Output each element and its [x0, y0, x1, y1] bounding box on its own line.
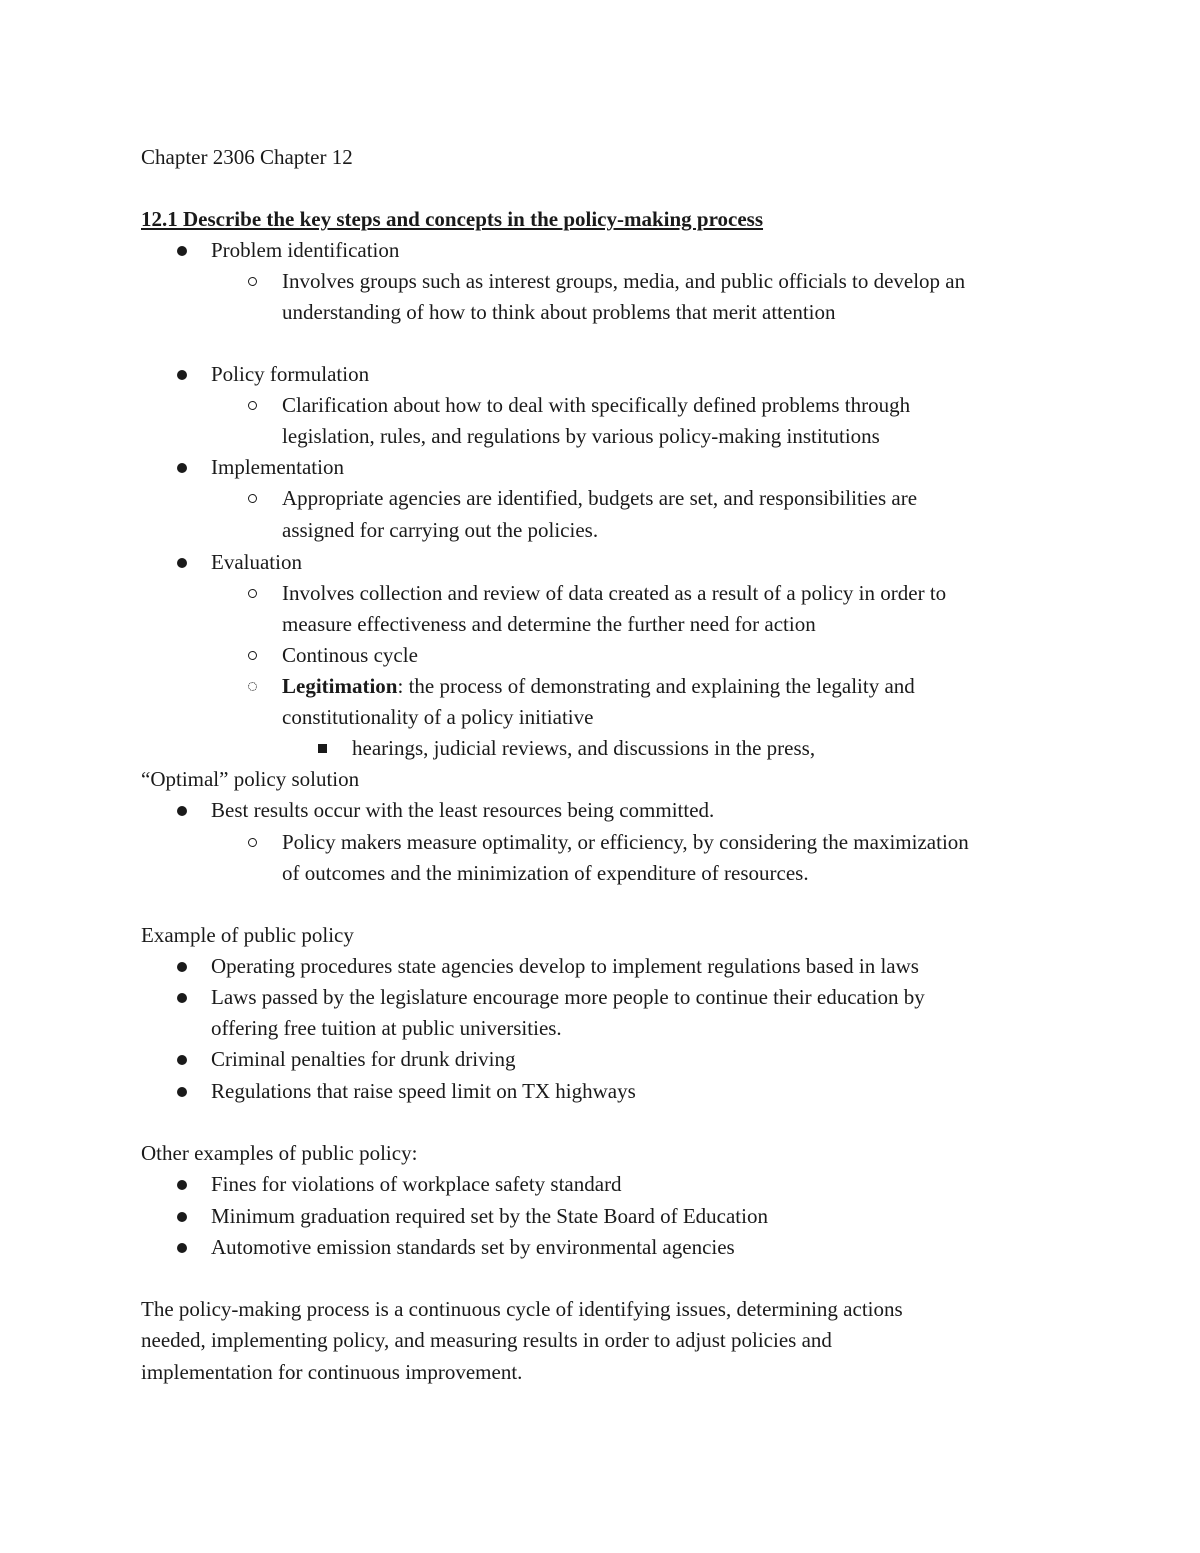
optimal-bullet: Best results occur with the least resources being committed.: [211, 798, 715, 822]
bullet-dot-icon: [177, 1087, 187, 1097]
optimal-sub: of outcomes and the minimization of expenditure of resources.: [282, 861, 809, 885]
step-detail: measure effectiveness and determine the further need for action: [282, 612, 816, 636]
list-item: Operating procedures state agencies develop to implement regulations based in laws: [211, 954, 919, 978]
legitimation-definition: : the process of demonstrating and explaining the legality and: [397, 674, 915, 698]
bullet-dot-icon: [177, 1180, 187, 1190]
step-detail: Clarification about how to deal with specifically defined problems through: [282, 393, 911, 417]
step-detail: Appropriate agencies are identified, budgets are set, and responsibilities are: [282, 486, 918, 510]
list-item: Regulations that raise speed limit on TX highways: [211, 1079, 636, 1103]
bullet-dot-icon: [177, 993, 187, 1003]
step-label: Problem identification: [211, 238, 400, 262]
other-examples-title: Other examples of public policy:: [141, 1141, 418, 1165]
legitimation-term: Legitimation: [282, 674, 398, 698]
step-label: Implementation: [211, 455, 344, 479]
list-item-cont: offering free tuition at public universities.: [211, 1016, 562, 1040]
step-detail: Involves groups such as interest groups, media, and public officials to develop an: [282, 269, 966, 293]
bullet-square-icon: [318, 744, 327, 753]
bullet-dot-icon: [177, 463, 187, 473]
bullet-dot-icon: [177, 246, 187, 256]
conclusion-line: needed, implementing policy, and measuring results in order to adjust policies and: [141, 1328, 832, 1352]
examples-title: Example of public policy: [141, 923, 354, 947]
step-label: Evaluation: [211, 550, 302, 574]
conclusion-line: The policy-making process is a continuous cycle of identifying issues, determining actions: [141, 1297, 903, 1321]
bullet-dot-icon: [177, 370, 187, 380]
bullet-dot-icon: [177, 1055, 187, 1065]
legitimation-line: [282, 671, 915, 702]
bullet-circle-icon: [248, 838, 257, 847]
bullet-dot-icon: [177, 1212, 187, 1222]
optimal-title: “Optimal” policy solution: [141, 767, 360, 791]
optimal-sub: Policy makers measure optimality, or efficiency, by considering the maximization: [282, 830, 969, 854]
cycle-note: Continous cycle: [282, 643, 418, 667]
step-detail: legislation, rules, and regulations by various policy-making institutions: [282, 424, 880, 448]
list-item: Fines for violations of workplace safety standard: [211, 1172, 622, 1196]
list-item: Automotive emission standards set by environmental agencies: [211, 1235, 735, 1259]
chapter-header: Chapter 2306 Chapter 12: [141, 145, 353, 169]
bullet-circle-icon: [248, 589, 257, 598]
conclusion-line: implementation for continuous improvement.: [141, 1360, 523, 1384]
bullet-circle-icon: [248, 682, 257, 691]
section-heading: 12.1 Describe the key steps and concepts in the policy-making process: [141, 207, 764, 231]
bullet-circle-icon: [248, 651, 257, 660]
bullet-circle-icon: [248, 401, 257, 410]
step-detail: assigned for carrying out the policies.: [282, 518, 599, 542]
legitimation-sub: hearings, judicial reviews, and discussions in the press,: [352, 736, 816, 760]
list-item: Minimum graduation required set by the State Board of Education: [211, 1204, 768, 1228]
legitimation-definition-cont: constitutionality of a policy initiative: [282, 705, 594, 729]
bullet-dot-icon: [177, 806, 187, 816]
list-item: Criminal penalties for drunk driving: [211, 1047, 516, 1071]
step-detail: Involves collection and review of data created as a result of a policy in order to: [282, 581, 947, 605]
bullet-dot-icon: [177, 558, 187, 568]
bullet-dot-icon: [177, 1243, 187, 1253]
step-label: Policy formulation: [211, 362, 370, 386]
bullet-dot-icon: [177, 962, 187, 972]
step-detail: understanding of how to think about problems that merit attention: [282, 300, 836, 324]
list-item: Laws passed by the legislature encourage more people to continue their education by: [211, 985, 925, 1009]
bullet-circle-icon: [248, 494, 257, 503]
bullet-circle-icon: [248, 277, 257, 286]
